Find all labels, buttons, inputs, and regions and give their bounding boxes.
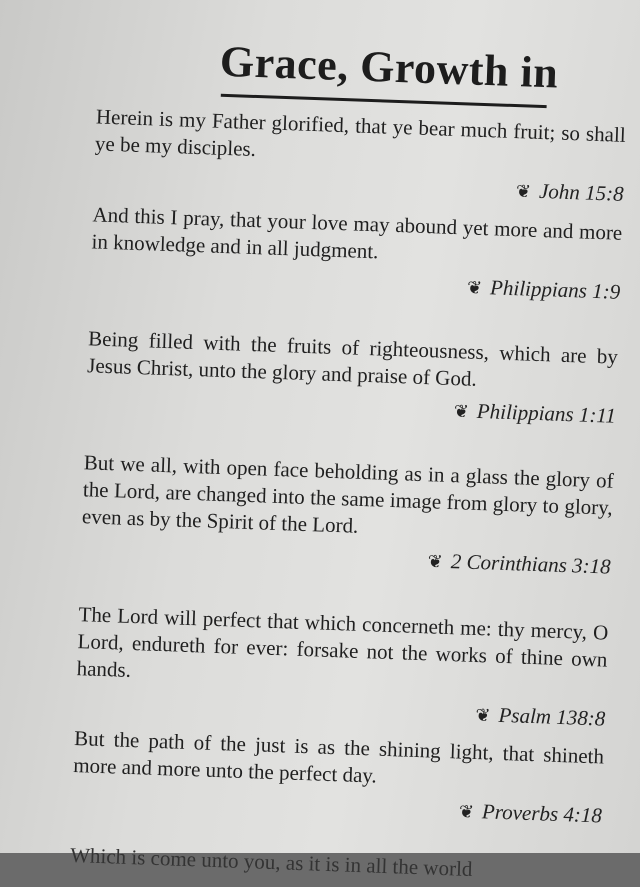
verse-entry bbox=[90, 201, 623, 304]
verse-text: Herein is my Father glorified, that ye bear much fruit; so shall ye be my disciples. bbox=[94, 104, 627, 162]
leaf-ornament-icon: ❦ bbox=[466, 277, 483, 298]
reference-text: Philippians 1:11 bbox=[476, 398, 617, 428]
verse-entry bbox=[86, 325, 619, 428]
verse-text: But we all, with open face beholding as in a glass the glory of the Lord, are changed into the same image from glory to glory, even as by the Spirit of the Lord. bbox=[81, 450, 615, 538]
leaf-ornament-icon: ❦ bbox=[427, 551, 444, 572]
cutoff-text: Which is come unto you, as it is in all the world bbox=[69, 842, 473, 882]
leaf-ornament-icon: ❦ bbox=[515, 181, 532, 202]
reference-text: Philippians 1:9 bbox=[489, 275, 621, 304]
leaf-ornament-icon: ❦ bbox=[453, 401, 470, 422]
cutoff-line bbox=[70, 843, 601, 886]
reference-text: 2 Corinthians 3:18 bbox=[450, 549, 612, 579]
verse-text: Being filled with the fruits of righteousness, which are by Jesus Christ, unto the glory and praise of God. bbox=[86, 326, 619, 391]
verse-text: The Lord will perfect that which concerneth me: thy mercy, O Lord, endureth for ever: forsake not the works of thine own hands. bbox=[76, 602, 609, 682]
leaf-ornament-icon: ❦ bbox=[475, 705, 491, 726]
verse-entry bbox=[72, 725, 605, 828]
verse-entry bbox=[93, 103, 626, 206]
verse-entry bbox=[80, 449, 614, 579]
verse-entry bbox=[75, 601, 609, 731]
reference-text: Proverbs 4:18 bbox=[481, 799, 603, 828]
reference-text: Psalm 138:8 bbox=[498, 702, 606, 731]
verse-text: And this I pray, that your love may abound yet more and more in knowledge and in all judgment. bbox=[91, 202, 623, 264]
reference-text: John 15:8 bbox=[538, 178, 625, 206]
leaf-ornament-icon: ❦ bbox=[458, 801, 475, 823]
page-title: Grace, Growth in bbox=[219, 36, 560, 98]
verse-text: But the path of the just is as the shining light, that shineth more and more unto the perfect day. bbox=[72, 726, 605, 788]
